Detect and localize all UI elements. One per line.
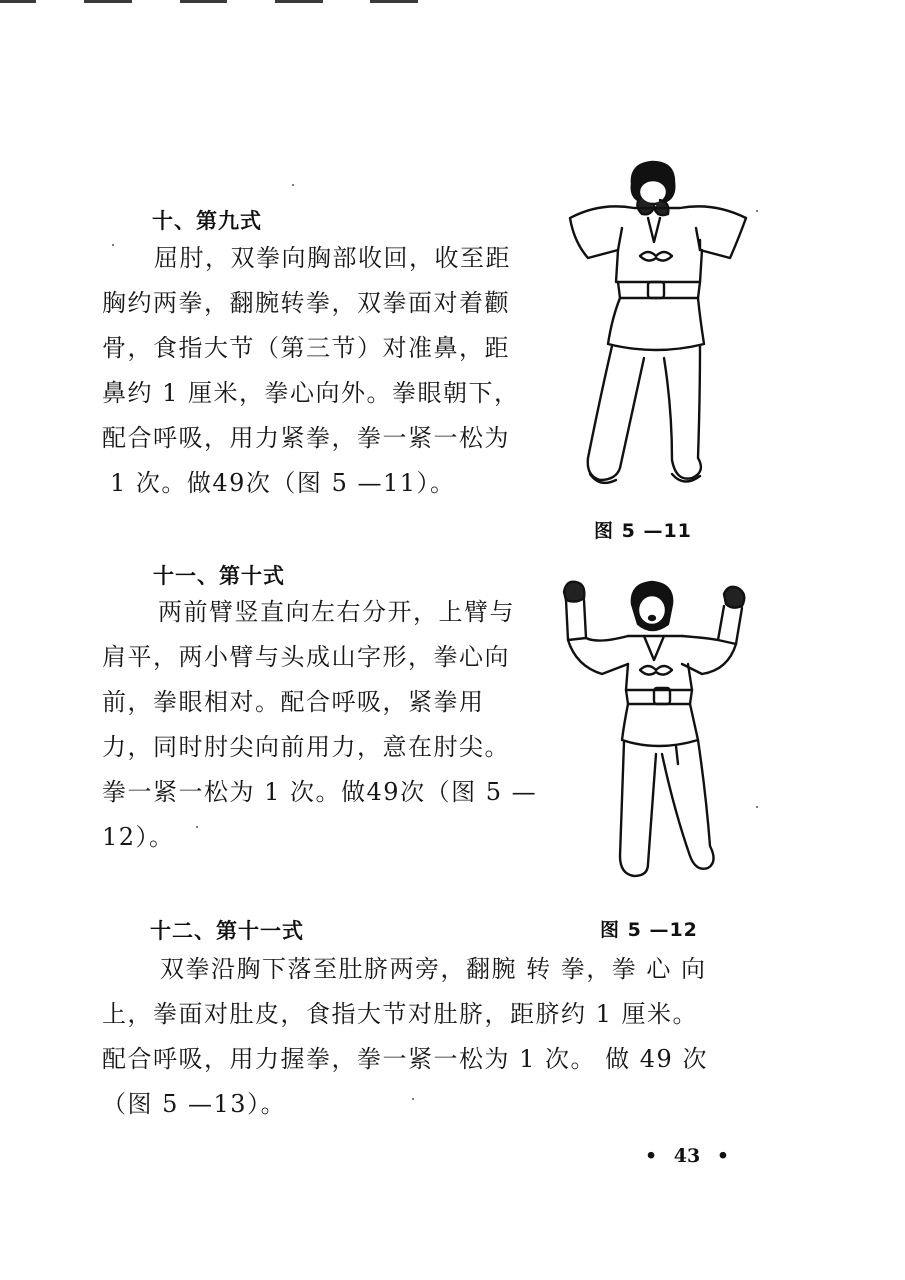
text-line: 拳一紧一松为 1 次。做49次（图 5 — (102, 778, 538, 806)
section-body-11 (102, 947, 708, 1127)
figure-5-11-illustration (560, 158, 760, 498)
scan-speck (112, 244, 114, 246)
figure-5-12-illustration (558, 574, 758, 894)
section-heading-11: 十二、第十一式 (150, 919, 304, 943)
text-line: 1 次。做49次（图 5 —11）。 (110, 469, 456, 497)
section-body-10 (102, 590, 537, 860)
text-line: 配合呼吸，用力紧拳，拳一紧一松为 (102, 424, 510, 452)
page-number-prefix: • (645, 1145, 658, 1167)
page-number (645, 1145, 729, 1167)
text-line: 力，同时肘尖向前用力，意在肘尖。 (102, 733, 510, 761)
page-number-value: 43 (673, 1145, 701, 1167)
figure-caption-5-11: 图 5 —11 (594, 520, 692, 542)
top-edge-rule (370, 0, 418, 3)
text-line: 上，拳面对肚皮，食指大节对肚脐，距脐约 1 厘米。 (102, 1000, 699, 1028)
top-edge-rule (0, 0, 36, 3)
scan-speck (756, 210, 758, 212)
text-line: 屈肘，双拳向胸部收回，收至距 (154, 244, 511, 272)
text-line: 配合呼吸，用力握拳，拳一紧一松为 1 次。 做 49 次 (102, 1045, 708, 1073)
figure-caption-5-12: 图 5 —12 (600, 919, 698, 941)
page-number-suffix: • (716, 1145, 730, 1167)
top-edge-rule (275, 0, 323, 3)
top-edge-rule (180, 0, 227, 3)
text-line: 12）。 (102, 823, 175, 851)
section-heading-9: 十、第九式 (152, 209, 262, 233)
text-line: 骨，食指大节（第三节）对准鼻，距 (102, 334, 510, 362)
text-line: 前，拳眼相对。配合呼吸，紧拳用 (102, 688, 485, 716)
scan-speck (756, 806, 758, 808)
text-line: 肩平，两小臂与头成山字形，拳心向 (102, 643, 510, 671)
top-edge-rule (84, 0, 132, 3)
text-line: （图 5 —13）。 (102, 1090, 287, 1118)
scan-speck (412, 1098, 414, 1100)
scan-speck (292, 184, 294, 186)
section-heading-10: 十一、第十式 (153, 564, 285, 588)
text-line: 鼻约 1 厘米，拳心向外。拳眼朝下， (102, 379, 520, 407)
text-line: 胸约两拳，翻腕转拳，双拳面对着颧 (102, 289, 510, 317)
text-line: 两前臂竖直向左右分开，上臂与 (158, 598, 515, 626)
scan-speck (196, 826, 198, 828)
text-line: 双拳沿胸下落至肚脐两旁，翻腕 转 拳，拳 心 向 (160, 955, 707, 983)
section-body-9 (102, 236, 520, 506)
